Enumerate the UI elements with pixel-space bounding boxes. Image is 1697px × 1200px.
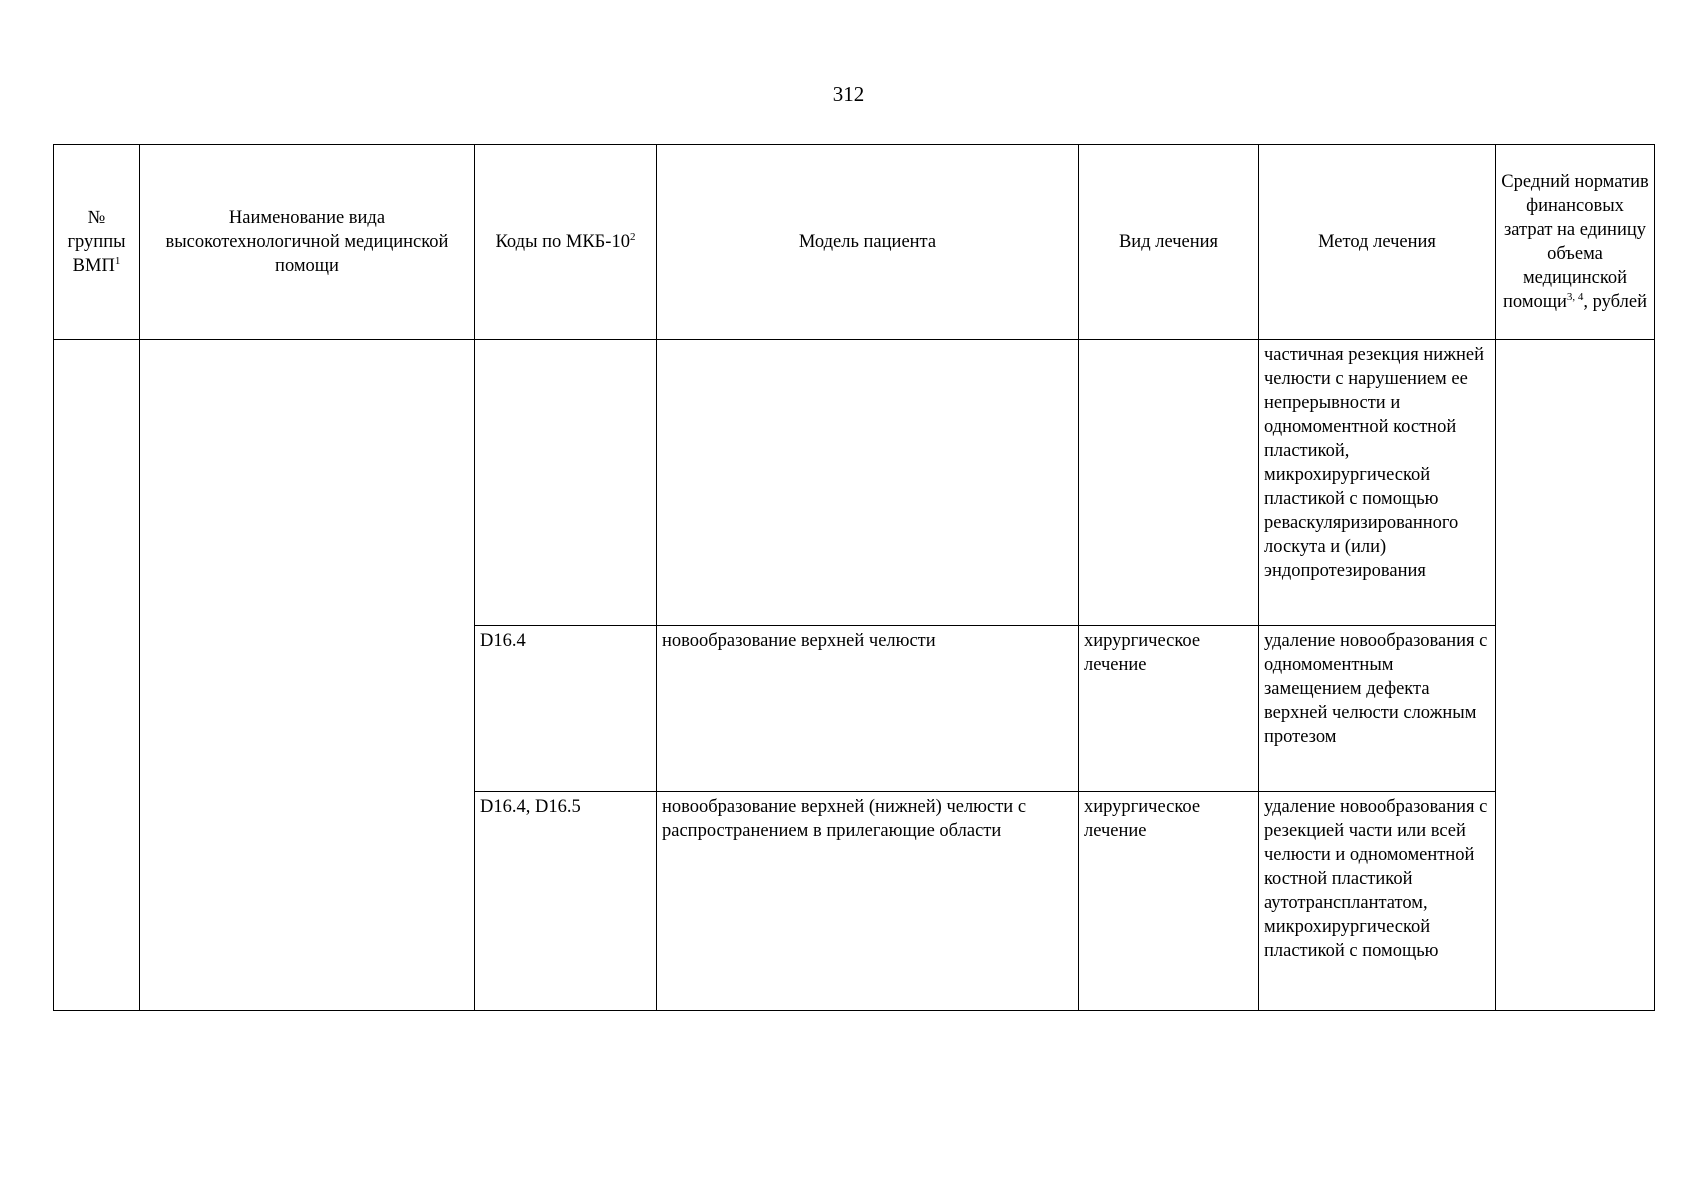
cell-treatment-type: хирургическое лечение bbox=[1079, 626, 1259, 792]
cell-icd-codes: D16.4 bbox=[475, 626, 657, 792]
cell-icd-codes: D16.4, D16.5 bbox=[475, 792, 657, 1011]
vmp-table bbox=[53, 144, 1655, 1011]
header-group-number: № группы ВМП$^1$ bbox=[54, 145, 140, 340]
cell-care-type-name bbox=[140, 340, 475, 1011]
header-icd-codes: Коды по МКБ-$10^2$ bbox=[475, 145, 657, 340]
cell-patient-model: новообразование верхней челюсти bbox=[657, 626, 1079, 792]
cell-treatment-method: частичная резекция нижней челюсти с нарушением ее непрерывности и одномоментной костной пластикой, микрохирургической пластикой с помощью реваскуляризированного лоскута и (или) эндопротезирования bbox=[1259, 340, 1496, 626]
cell-treatment-type bbox=[1079, 340, 1259, 626]
cell-treatment-method: удаление новообразования с резекцией части или всей челюсти и одномоментной костной пластикой аутотрансплантатом, микрохирургической пластикой с помощью bbox=[1259, 792, 1496, 1011]
cell-group-number bbox=[54, 340, 140, 1011]
header-row bbox=[54, 145, 1655, 340]
table-row bbox=[54, 340, 1655, 626]
cell-treatment-type: хирургическое лечение bbox=[1079, 792, 1259, 1011]
header-average-cost: Средний норматив финансовых затрат на единицу объема медицинской помощи$^{3, 4}$, рублей bbox=[1496, 145, 1655, 340]
cell-patient-model: новообразование верхней (нижней) челюсти с распространением в прилегающие области bbox=[657, 792, 1079, 1011]
header-treatment-type: Вид лечения bbox=[1079, 145, 1259, 340]
cell-icd-codes bbox=[475, 340, 657, 626]
cell-patient-model bbox=[657, 340, 1079, 626]
cell-average-cost bbox=[1496, 340, 1655, 1011]
header-patient-model: Модель пациента bbox=[657, 145, 1079, 340]
header-treatment-method: Метод лечения bbox=[1259, 145, 1496, 340]
cell-treatment-method: удаление новообразования с одномоментным замещением дефекта верхней челюсти сложным протезом bbox=[1259, 626, 1496, 792]
header-care-type-name: Наименование вида высокотехнологичной медицинской помощи bbox=[140, 145, 475, 340]
page-number: 312 bbox=[832, 82, 865, 106]
